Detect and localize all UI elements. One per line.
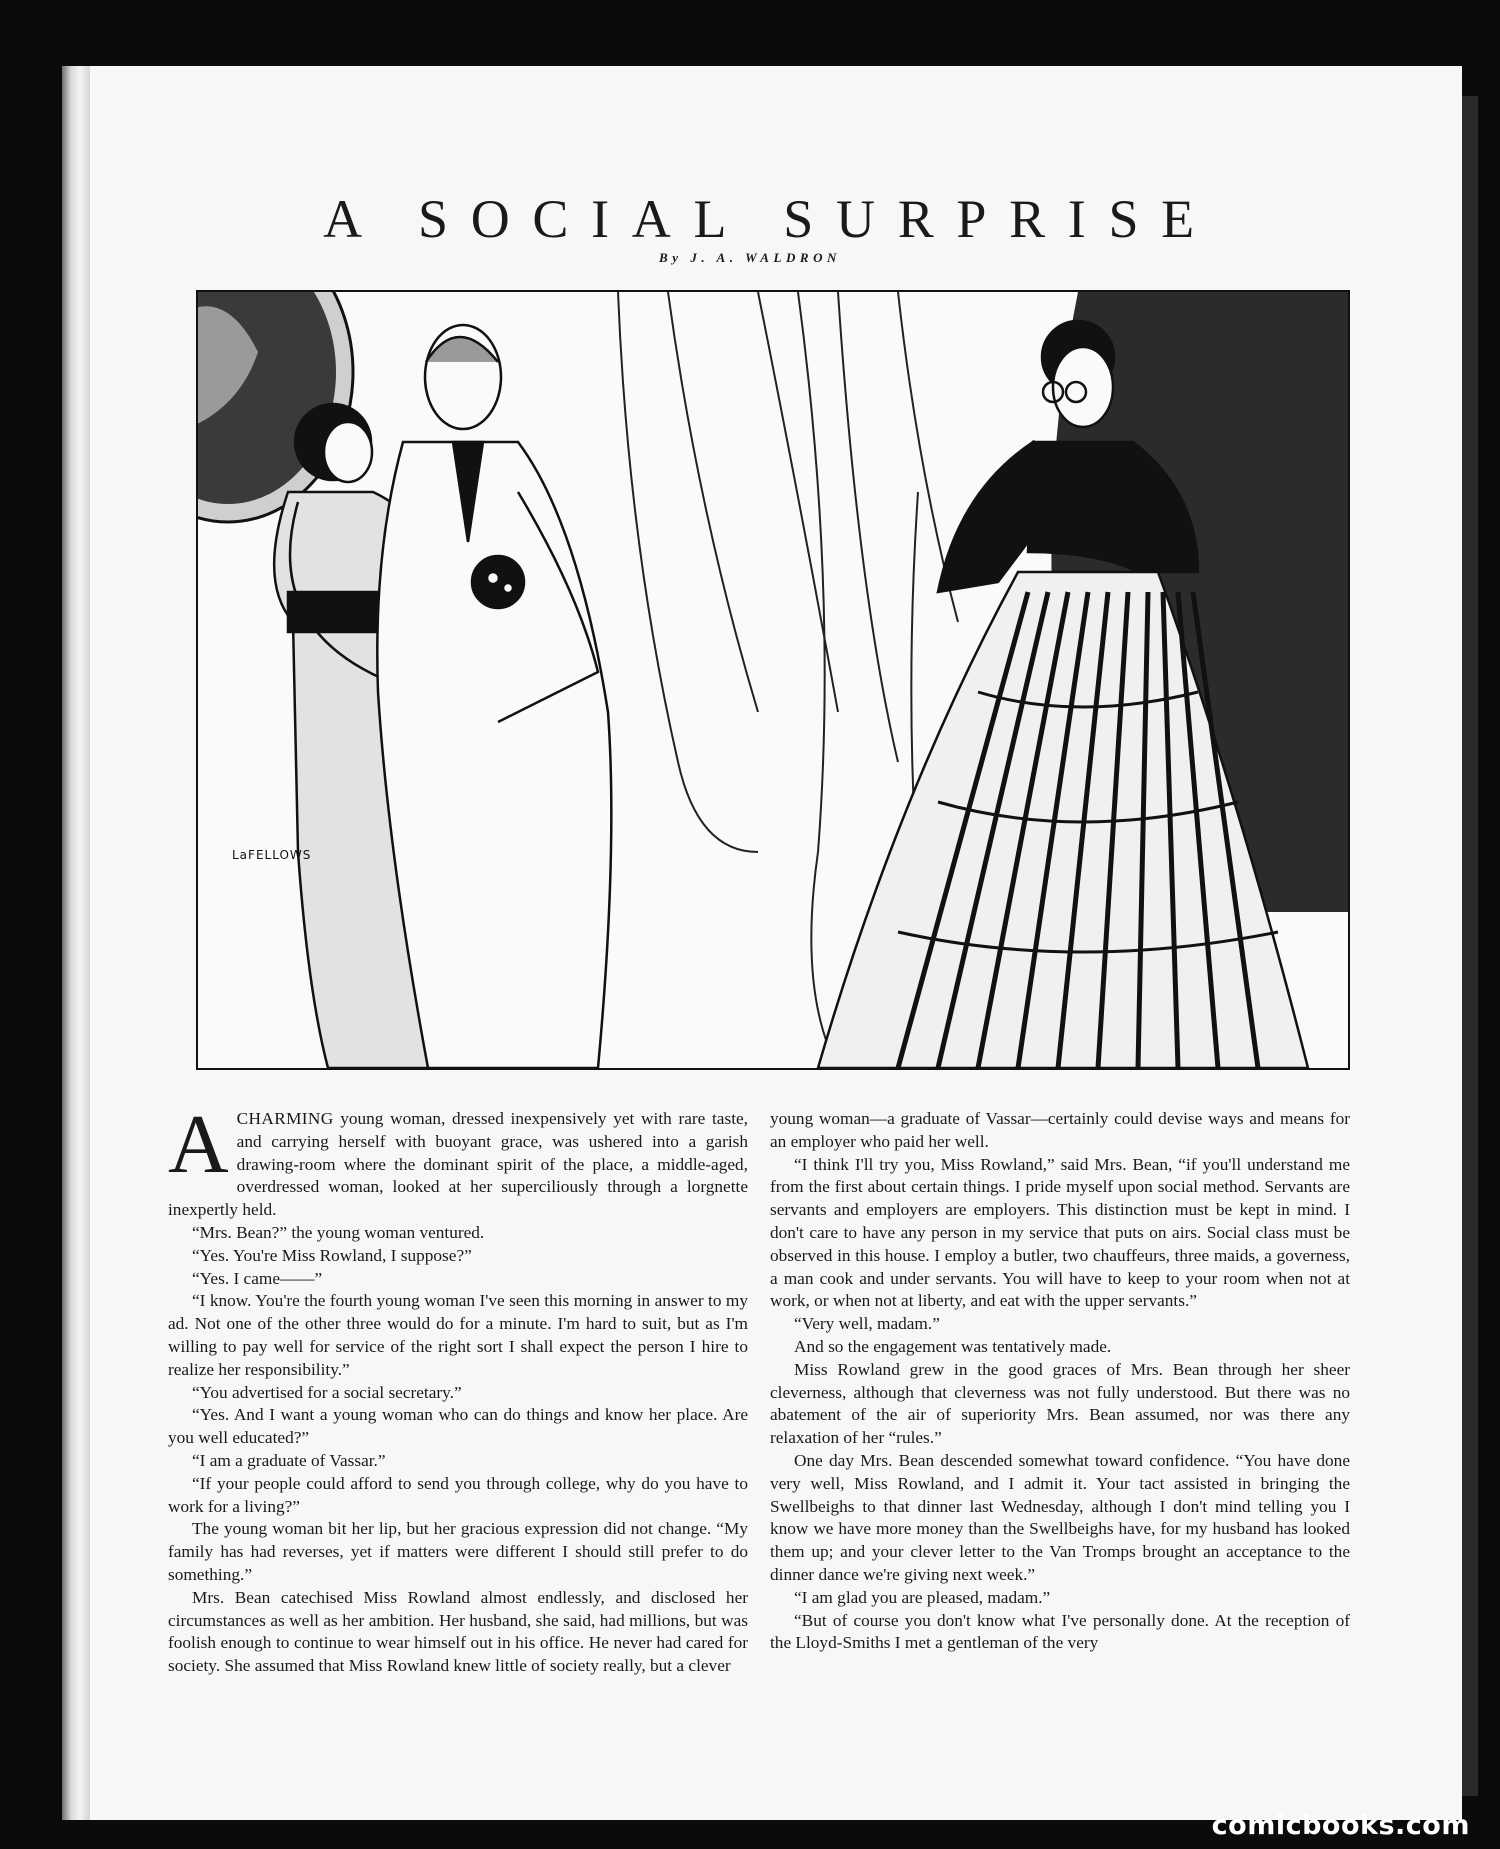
paragraph: The young woman bit her lip, but her gracious expression did not change. “My family has had reverses, yet if matters were different I should still prefer to do something.” — [168, 1519, 748, 1584]
paragraph: “Yes. I came——” — [192, 1268, 323, 1288]
text-column-right — [770, 1108, 1350, 1655]
paragraph: And so the engagement was tentatively made. — [794, 1336, 1112, 1356]
paragraph: “If your people could afford to send you through college, why do you have to work for a living?” — [168, 1473, 748, 1516]
paragraph: “Very well, madam.” — [794, 1314, 940, 1334]
paragraph: Mrs. Bean catechised Miss Rowland almost endlessly, and disclosed her circumstances as well as her ambition. Her husband, she said, had millions, but was foolish enough to continue to wear himself out in his office. He never had cared for society. She assumed that Miss Rowland knew little of society really, but a clever — [168, 1587, 748, 1676]
lead-caps: CHARMING — [236, 1109, 334, 1128]
paragraph: “Yes. And I want a young woman who can do things and know her place. Are you well educated?” — [168, 1405, 748, 1448]
text-column-left — [168, 1098, 748, 1678]
illustrator-signature: LaFELLOWS — [232, 848, 312, 862]
article-illustration — [196, 290, 1350, 1070]
paragraph: “I am a graduate of Vassar.” — [192, 1450, 386, 1470]
book-spine — [62, 66, 92, 1820]
site-watermark: comicbooks.com — [1211, 1810, 1470, 1841]
paragraph: young woman—a graduate of Vassar—certainly could devise ways and means for an employer who paid her well. — [770, 1109, 1350, 1151]
paragraph: “I think I'll try you, Miss Rowland,” said Mrs. Bean, “if you'll understand me from the first about certain things. I pride myself upon social method. Servants are servants and employers are employers. This distinction must be kept in mind. I don't care to have any person in my service that puts on airs. Social class must be observed in this house. I employ a butler, two chauffeurs, three maids, a governess, a man cook and under servants. You will have to keep to your room when not at work, or when not at liberty, and eat with the upper servants.” — [770, 1154, 1350, 1311]
paragraph: “I am glad you are pleased, madam.” — [794, 1587, 1051, 1607]
article-byline: By J. A. WALDRON — [659, 250, 841, 265]
facing-page-edge — [1462, 96, 1478, 1796]
lead-paragraph — [168, 1098, 748, 1222]
paragraph: “Mrs. Bean?” the young woman ventured. — [192, 1222, 485, 1242]
paragraph: One day Mrs. Bean descended somewhat toward confidence. “You have done very well, Miss Rowland, and I admit it. Your tact assisted in bringing the Swellbeighs to that dinner last Wednesday, although I don't mind telling you I know we have more money than the Swellbeighs have, for my husband has looked them up; and your clever letter to the Van Tromps brought an acceptance to the dinner dance we're giving next week.” — [770, 1450, 1350, 1584]
paragraph: “Yes. You're Miss Rowland, I suppose?” — [192, 1245, 472, 1265]
paragraph: “You advertised for a social secretary.” — [192, 1382, 462, 1402]
drop-cap: A — [168, 1098, 229, 1191]
paragraph: “But of course you don't know what I've personally done. At the reception of the Lloyd-Smiths I met a gentleman of the very — [770, 1610, 1350, 1653]
paragraph: Miss Rowland grew in the good graces of Mrs. Bean through her sheer cleverness, although that cleverness was not fully understood. But there was no abatement of the air of superiority Mrs. Bean assumed, nor was there any relaxation of her “rules.” — [770, 1359, 1350, 1448]
paragraph: “I know. You're the fourth young woman I've seen this morning in answer to my ad. Not one of the other three would do for a minute. I'm hard to suit, but as I'm willing to pay well for service of the right sort I shall expect the person I hire to realize her responsibility.” — [168, 1291, 748, 1379]
article-title: A SOCIAL SURPRISE — [323, 189, 1217, 249]
illustration-drawing — [198, 292, 1348, 1068]
lead-text: young woman, dressed inexpensively yet with rare taste, and carrying herself with buoyant grace, was ushered into a garish drawing-room where the dominant spirit of the place, a middle-aged, overdressed woman, looked at her superciliously through a lorgnette inexpertly held. — [168, 1109, 748, 1220]
young-man-figure — [377, 325, 611, 1068]
